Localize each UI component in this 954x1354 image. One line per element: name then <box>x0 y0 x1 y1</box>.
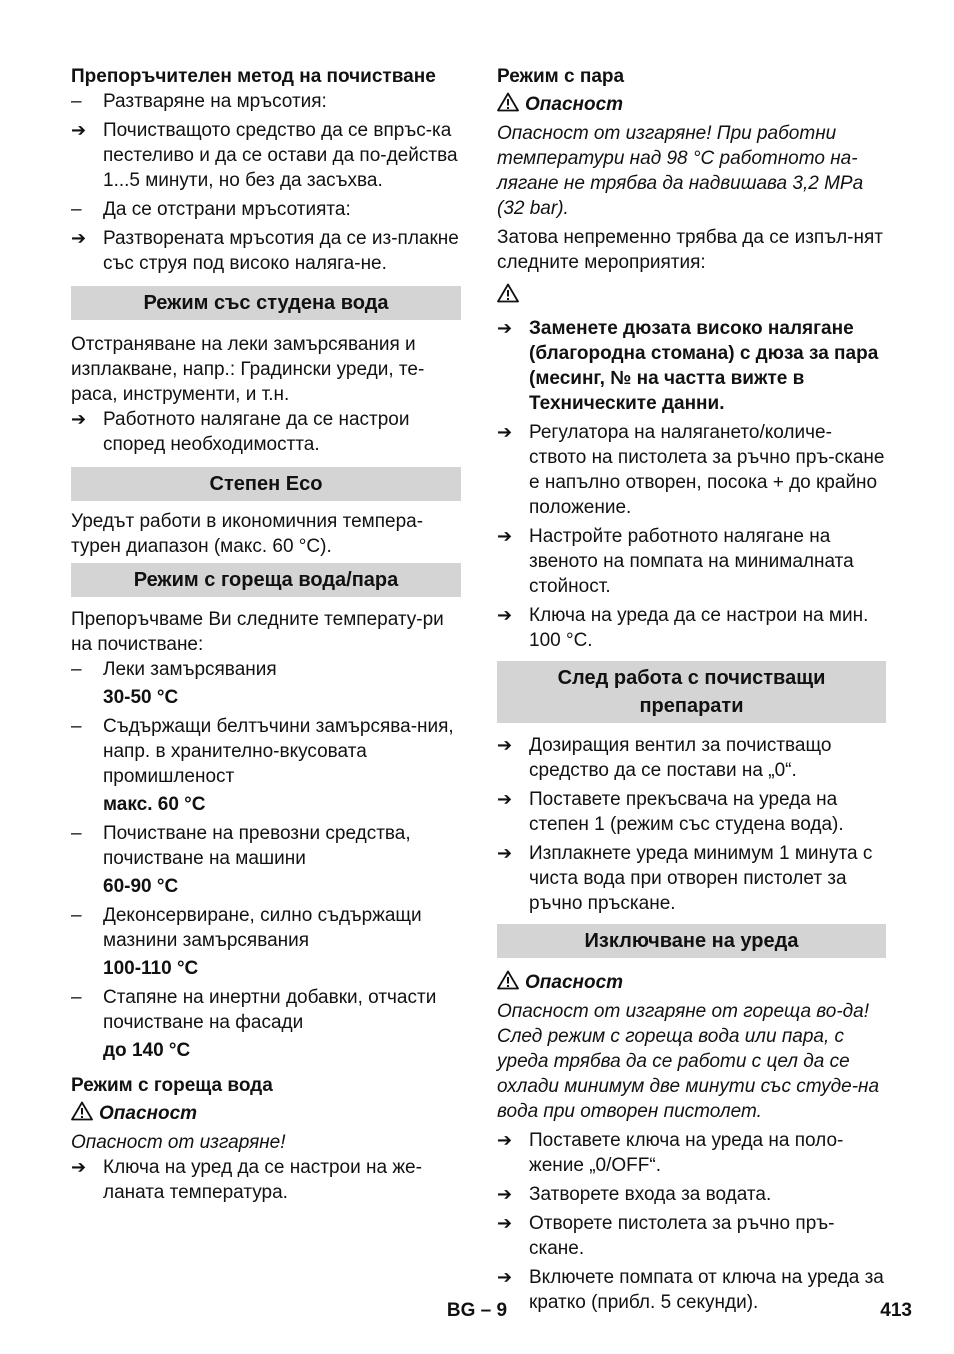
list-item: – Деконсервиране, силно съдържащи мазнини замърсявания <box>71 903 461 953</box>
page-number: 413 <box>880 1300 912 1321</box>
warning-sign <box>497 283 886 308</box>
eco-text: Уредът работи в икономичния темпера-турен диапазон (макс. 60 °C). <box>71 511 424 557</box>
list-item: – Леки замърсявания <box>71 657 461 682</box>
arrow-right-icon <box>497 733 523 758</box>
section-bar-hot-water-steam: Режим с гореща вода/пара <box>71 563 461 597</box>
list-item: – Разтваряне на мръсотия: <box>71 89 461 114</box>
hot-water-heading: Режим с гореща вода <box>71 1075 273 1096</box>
arrow-right-icon <box>497 524 523 549</box>
arrow-right-icon <box>71 226 97 251</box>
warning-triangle-icon <box>497 970 519 990</box>
arrow-right-icon <box>497 1128 523 1153</box>
arrow-right-icon <box>497 420 523 445</box>
list-item: – Да се отстрани мръсотията: <box>71 197 461 222</box>
dash-bullet <box>71 821 97 846</box>
list-item: ➔ Почистващото средство да се впръс-ка пестеливо и да се остави да по-действа 1...5 минути, но без да засъхва. <box>71 118 461 193</box>
arrow-right-icon <box>497 1265 523 1290</box>
dash-bullet <box>71 985 97 1010</box>
danger-label: Опасност <box>497 970 886 995</box>
temperature-value: 100-110 °C <box>103 958 199 979</box>
temperature-value: 30-50 °C <box>103 687 179 708</box>
list-item: ➔ Заменете дюзата високо налягане (благородна стомана) с дюза за пара (месинг, № на частта вижте в Техническите данни. <box>497 316 886 416</box>
section-bar-after-detergent: След работа с почистващи препарати <box>497 661 886 723</box>
list-item: ➔ Поставете прекъсвача на уреда на степен 1 (режим със студена вода). <box>497 787 886 837</box>
danger-label: Опасност <box>497 92 886 117</box>
temperature-value: до 140 °C <box>103 1040 191 1061</box>
list-item: – Съдържащи белтъчини замърсява-ния, напр. в хранително-вкусовата промишленост <box>71 714 461 789</box>
dash-bullet <box>71 903 97 928</box>
arrow-right-icon <box>497 841 523 866</box>
dash-bullet <box>71 657 97 682</box>
arrow-right-icon <box>71 118 97 143</box>
temperature-value: макс. 60 °C <box>103 794 206 815</box>
danger-text: Опасност от изгаряне от гореща во-да! След режим с гореща вода или пара, с уреда трябва да се работи с цел да се охлади минимум две минути със студе-на вода при отворен пистолет. <box>497 1001 880 1122</box>
cold-water-text: Отстраняване на леки замърсявания и изплакване, напр.: Градински уреди, те-раса, инструменти, и т.н. <box>71 334 425 405</box>
list-item: – Стапяне на инертни добавки, отчасти почистване на фасади <box>71 985 461 1035</box>
steam-text: Затова непременно трябва да се изпъл-нят следните мероприятия: <box>497 227 883 273</box>
dash-bullet <box>71 89 97 114</box>
list-item: ➔ Ключа на уреда да се настрои на мин. 100 °C. <box>497 603 886 653</box>
list-item: ➔ Работното налягане да се настрои според необходимостта. <box>71 407 461 457</box>
danger-text: Опасност от изгаряне! <box>71 1132 286 1153</box>
dash-bullet <box>71 714 97 739</box>
arrow-right-icon <box>71 407 97 432</box>
left-column <box>71 64 461 1205</box>
list-item: ➔ Поставете ключа на уреда на поло-жение „0/OFF“. <box>497 1128 886 1178</box>
list-item: – Почистване на превозни средства, почистване на машини <box>71 821 461 871</box>
arrow-right-icon <box>71 1155 97 1180</box>
list-item: ➔ Затворете входа за водата. <box>497 1182 886 1207</box>
hot-intro-text: Препоръчваме Ви следните температу-ри на почистване: <box>71 609 444 655</box>
danger-label: Опасност <box>71 1101 461 1126</box>
arrow-right-icon <box>497 787 523 812</box>
list-item: ➔ Дозиращия вентил за почистващо средство да се постави на „0“. <box>497 733 886 783</box>
warning-triangle-icon <box>497 92 519 112</box>
arrow-right-icon <box>497 603 523 628</box>
danger-text: Опасност от изгаряне! При работни температури над 98 °C работното на-лягане не трябва да надвишава 3,2 MPa (32 bar). <box>497 123 864 219</box>
section-bar-eco: Степен Eco <box>71 467 461 501</box>
recommended-method-heading: Препоръчителен метод на почистване <box>71 66 436 87</box>
list-item: ➔ Разтворената мръсотия да се из-плакне със струя под високо наляга-не. <box>71 226 461 276</box>
arrow-right-icon <box>497 1182 523 1207</box>
list-item: ➔ Настройте работното налягане на звеното на помпата на минималната стойност. <box>497 524 886 599</box>
list-item: ➔ Ключа на уред да се настрои на же-ланата температура. <box>71 1155 461 1205</box>
list-item: ➔ Регулатора на налягането/количе-ството на пистолета за ръчно пръ-скане е напълно отворен, посока + до крайно положение. <box>497 420 886 520</box>
warning-triangle-icon <box>71 1101 93 1121</box>
warning-triangle-icon <box>497 283 519 303</box>
list-item: ➔ Включете помпата от ключа на уреда за кратко (прибл. 5 секунди). <box>497 1265 886 1315</box>
temperature-value: 60-90 °C <box>103 876 179 897</box>
list-item: ➔ Отворете пистолета за ръчно пръ-скане. <box>497 1211 886 1261</box>
right-column <box>497 64 886 1315</box>
list-item: ➔ Изплакнете уреда минимум 1 минута с чиста вода при отворен пистолет за ръчно пръскане. <box>497 841 886 916</box>
dash-bullet <box>71 197 97 222</box>
arrow-right-icon <box>497 1211 523 1236</box>
steam-heading: Режим с пара <box>497 66 625 87</box>
footer-section-label: BG – 9 <box>446 1300 508 1321</box>
section-bar-cold-water: Режим със студена вода <box>71 286 461 320</box>
section-bar-switch-off: Изключване на уреда <box>497 924 886 958</box>
arrow-right-icon <box>497 316 523 341</box>
